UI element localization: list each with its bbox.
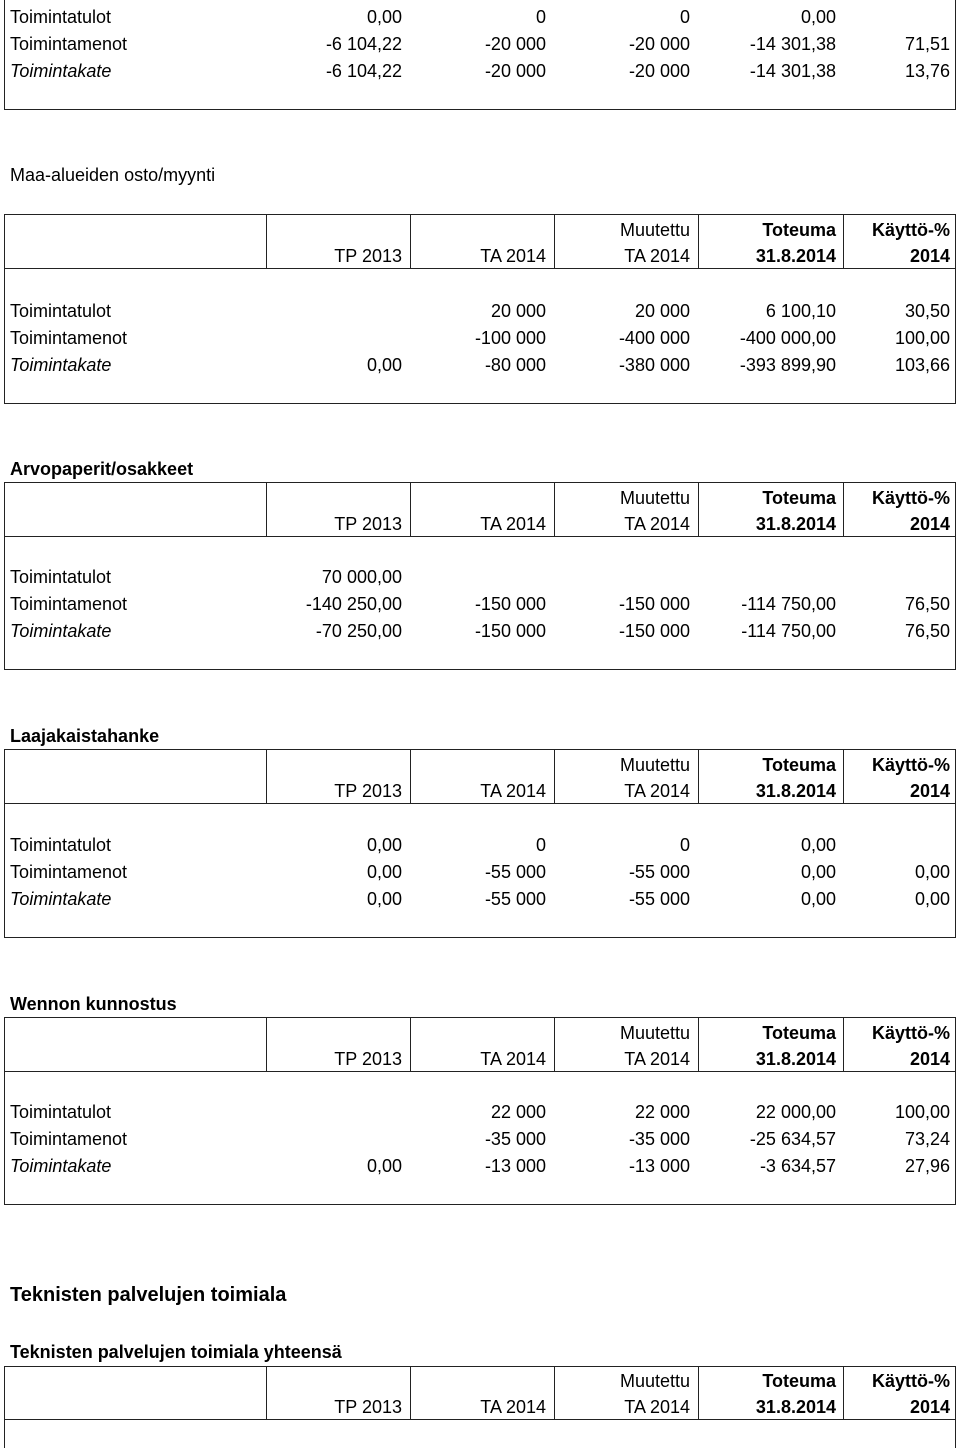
- table-cell: -3 634,57: [759, 1156, 836, 1176]
- table-row: [0, 618, 960, 644]
- table-cell: 22 000: [490, 1102, 546, 1122]
- row-label: Toimintatulot: [10, 835, 112, 855]
- table-cell: 0,00: [800, 835, 836, 855]
- table-row: [0, 4, 960, 30]
- table-cell: 6 100,10: [765, 301, 836, 321]
- table-cell: 0: [535, 835, 546, 855]
- row-label: Toimintamenot: [10, 34, 128, 54]
- table-cell: -400 000,00: [739, 328, 836, 348]
- header-cell: TA 2014: [624, 246, 690, 266]
- header-cell: Toteuma: [762, 1371, 836, 1391]
- table-cell: 0,00: [366, 862, 402, 882]
- column-divider: [698, 1017, 699, 1072]
- table-row: [0, 832, 960, 858]
- column-divider: [410, 749, 411, 804]
- table-row: [0, 564, 960, 590]
- row-label: Toimintatulot: [10, 567, 112, 587]
- header-cell: TA 2014: [480, 246, 546, 266]
- header-cell: Käyttö-%: [871, 220, 950, 240]
- row-label: Toimintakate: [10, 1156, 112, 1176]
- header-cell: TA 2014: [624, 1397, 690, 1417]
- header-cell: TP 2013: [334, 1049, 402, 1069]
- header-cell: 31.8.2014: [755, 781, 836, 801]
- table-cell: 76,50: [904, 621, 950, 641]
- row-label: Toimintakate: [10, 621, 112, 641]
- column-divider: [843, 1017, 844, 1072]
- column-divider: [266, 482, 267, 537]
- header-cell: Käyttö-%: [871, 1371, 950, 1391]
- row-label: Toimintatulot: [10, 301, 112, 321]
- table-row: [0, 1099, 960, 1125]
- table-cell: -140 250,00: [305, 594, 402, 614]
- section-title: Maa-alueiden osto/myynti: [10, 165, 216, 185]
- table-cell: 0,00: [366, 889, 402, 909]
- row-label: Toimintakate: [10, 889, 112, 909]
- header-cell: Muutettu: [619, 220, 690, 240]
- table-cell: 103,66: [894, 355, 950, 375]
- table-row: [0, 886, 960, 912]
- header-cell: 31.8.2014: [755, 514, 836, 534]
- table-cell: 0,00: [914, 889, 950, 909]
- table-cell: 76,50: [904, 594, 950, 614]
- row-label: Toimintatulot: [10, 7, 112, 27]
- table-cell: -25 634,57: [749, 1129, 836, 1149]
- header-cell: TA 2014: [624, 1049, 690, 1069]
- department-total-title: Teknisten palvelujen toimiala yhteensä: [10, 1342, 342, 1362]
- column-divider: [554, 482, 555, 537]
- table-cell: -14 301,38: [749, 34, 836, 54]
- table-cell: 30,50: [904, 301, 950, 321]
- table-cell: -70 250,00: [315, 621, 402, 641]
- header-cell: Muutettu: [619, 1023, 690, 1043]
- column-divider: [266, 749, 267, 804]
- table-row: [0, 31, 960, 57]
- table-cell: 0: [679, 835, 690, 855]
- header-cell: 31.8.2014: [755, 1049, 836, 1069]
- table-cell: 0,00: [914, 862, 950, 882]
- table-cell: -100 000: [474, 328, 546, 348]
- table-cell: -400 000: [618, 328, 690, 348]
- table-cell: 71,51: [904, 34, 950, 54]
- table-cell: 22 000,00: [755, 1102, 836, 1122]
- header-cell: Muutettu: [619, 1371, 690, 1391]
- table-cell: 100,00: [894, 1102, 950, 1122]
- column-divider: [843, 1366, 844, 1420]
- table-cell: -150 000: [474, 594, 546, 614]
- table-cell: -80 000: [484, 355, 546, 375]
- table-cell: 0: [535, 7, 546, 27]
- table-cell: -20 000: [484, 61, 546, 81]
- column-divider: [410, 214, 411, 269]
- row-label: Toimintatulot: [10, 1102, 112, 1122]
- table-cell: 100,00: [894, 328, 950, 348]
- column-divider: [843, 749, 844, 804]
- table-cell: -20 000: [484, 34, 546, 54]
- header-cell: TA 2014: [624, 781, 690, 801]
- department-title: Teknisten palvelujen toimiala: [10, 1284, 287, 1306]
- column-divider: [554, 1017, 555, 1072]
- section-title: Laajakaistahanke: [10, 726, 160, 746]
- table-row: [0, 1126, 960, 1152]
- header-cell: TA 2014: [624, 514, 690, 534]
- table-row: [0, 859, 960, 885]
- table-cell: -55 000: [484, 889, 546, 909]
- table-cell: -380 000: [618, 355, 690, 375]
- column-divider: [698, 482, 699, 537]
- column-divider: [266, 1017, 267, 1072]
- table-cell: -6 104,22: [325, 34, 402, 54]
- column-divider: [554, 1366, 555, 1420]
- header-cell: 31.8.2014: [755, 1397, 836, 1417]
- table-row: [0, 58, 960, 84]
- header-cell: Muutettu: [619, 755, 690, 775]
- header-cell: TP 2013: [334, 1397, 402, 1417]
- table-cell: 0,00: [366, 7, 402, 27]
- table-cell: 73,24: [904, 1129, 950, 1149]
- table-cell: 27,96: [904, 1156, 950, 1176]
- table-body: [4, 1420, 956, 1448]
- row-label: Toimintamenot: [10, 862, 128, 882]
- section-title: Wennon kunnostus: [10, 994, 177, 1014]
- table-cell: -6 104,22: [325, 61, 402, 81]
- table-cell: 0,00: [800, 7, 836, 27]
- header-cell: Toteuma: [762, 488, 836, 508]
- header-cell: Käyttö-%: [871, 1023, 950, 1043]
- row-label: Toimintamenot: [10, 594, 128, 614]
- header-cell: 2014: [909, 246, 950, 266]
- header-cell: Toteuma: [762, 755, 836, 775]
- column-divider: [843, 214, 844, 269]
- row-label: Toimintamenot: [10, 1129, 128, 1149]
- header-cell: TA 2014: [480, 1049, 546, 1069]
- table-cell: -114 750,00: [741, 621, 836, 641]
- table-cell: -13 000: [628, 1156, 690, 1176]
- table-row: [0, 591, 960, 617]
- table-cell: 70 000,00: [321, 567, 402, 587]
- table-row: [0, 1153, 960, 1179]
- table-cell: -14 301,38: [749, 61, 836, 81]
- header-cell: TA 2014: [480, 781, 546, 801]
- table-cell: -13 000: [484, 1156, 546, 1176]
- header-cell: TP 2013: [334, 514, 402, 534]
- table-cell: 0: [679, 7, 690, 27]
- section-title: Arvopaperit/osakkeet: [10, 459, 194, 479]
- row-label: Toimintakate: [10, 355, 112, 375]
- column-divider: [410, 482, 411, 537]
- header-cell: 2014: [909, 781, 950, 801]
- table-cell: 0,00: [366, 355, 402, 375]
- column-divider: [554, 214, 555, 269]
- table-cell: -35 000: [484, 1129, 546, 1149]
- table-cell: 20 000: [490, 301, 546, 321]
- column-divider: [410, 1366, 411, 1420]
- column-divider: [266, 214, 267, 269]
- header-cell: Muutettu: [619, 488, 690, 508]
- header-cell: Toteuma: [762, 1023, 836, 1043]
- column-divider: [698, 214, 699, 269]
- table-row: [0, 325, 960, 351]
- header-cell: TA 2014: [480, 1397, 546, 1417]
- header-cell: Käyttö-%: [871, 755, 950, 775]
- table-cell: 20 000: [634, 301, 690, 321]
- table-cell: -35 000: [628, 1129, 690, 1149]
- header-cell: TP 2013: [334, 781, 402, 801]
- header-cell: Käyttö-%: [871, 488, 950, 508]
- table-cell: 13,76: [904, 61, 950, 81]
- row-label: Toimintakate: [10, 61, 112, 81]
- header-cell: 2014: [909, 1049, 950, 1069]
- table-cell: -55 000: [628, 862, 690, 882]
- column-divider: [410, 1017, 411, 1072]
- table-cell: 0,00: [800, 862, 836, 882]
- table-cell: -55 000: [484, 862, 546, 882]
- header-cell: 31.8.2014: [755, 246, 836, 266]
- table-cell: -393 899,90: [739, 355, 836, 375]
- table-cell: -150 000: [618, 621, 690, 641]
- header-cell: 2014: [909, 514, 950, 534]
- table-row: [0, 352, 960, 378]
- table-cell: -55 000: [628, 889, 690, 909]
- column-divider: [843, 482, 844, 537]
- table-cell: 0,00: [366, 835, 402, 855]
- column-divider: [698, 749, 699, 804]
- header-cell: TA 2014: [480, 514, 546, 534]
- table-cell: -20 000: [628, 61, 690, 81]
- table-cell: -20 000: [628, 34, 690, 54]
- column-divider: [698, 1366, 699, 1420]
- table-cell: 22 000: [634, 1102, 690, 1122]
- header-cell: Toteuma: [762, 220, 836, 240]
- table-cell: 0,00: [366, 1156, 402, 1176]
- header-cell: TP 2013: [334, 246, 402, 266]
- row-label: Toimintamenot: [10, 328, 128, 348]
- table-cell: -150 000: [618, 594, 690, 614]
- table-row: [0, 298, 960, 324]
- table-cell: -150 000: [474, 621, 546, 641]
- table-cell: -114 750,00: [741, 594, 836, 614]
- column-divider: [554, 749, 555, 804]
- table-cell: 0,00: [800, 889, 836, 909]
- column-divider: [266, 1366, 267, 1420]
- header-cell: 2014: [909, 1397, 950, 1417]
